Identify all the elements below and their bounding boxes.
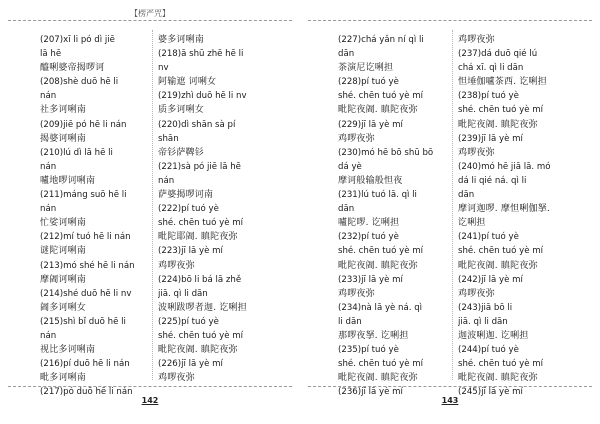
verse-line: (233)jī lā yè mí [338, 274, 403, 285]
verse-line: lā hē [40, 49, 62, 60]
verse-line: 摩诃迦啰. 摩怛唎伽拏. [458, 204, 550, 215]
verse-line: 阇多诃唎女 [40, 302, 87, 313]
verse-line: 讫唎担 [458, 218, 486, 229]
verse-line: 醯唎婆帝揭啰诃 [40, 63, 105, 74]
right-page [300, 0, 600, 424]
verse-line: (217)pó duō hē li nán [40, 387, 133, 398]
text-column-left [338, 33, 454, 399]
verse-line: shé. chēn tuó yè mí [338, 246, 423, 257]
verse-line: 毗陀夜阇. 瞋陀夜弥 [458, 373, 538, 384]
verse-line: 摩阇诃唎南 [40, 274, 87, 285]
verse-line: (240)mó hē jiā lā. mó [458, 161, 551, 172]
verse-line: (221)sà pó jiē lā hē [158, 161, 241, 172]
verse-line: (214)shé duō hē li nv [40, 288, 132, 299]
verse-line: (211)máng suō hē li [40, 190, 127, 201]
verse-line: (228)pí tuó yè [338, 77, 399, 88]
verse-line: 茶演尼讫唎担 [338, 63, 394, 74]
verse-line: (207)xī li pó dì jiē [40, 35, 115, 45]
verse-line: (213)mó shé hē li nán [40, 260, 135, 271]
verse-line: 毗陀夜阇. 瞋陀夜弥 [338, 260, 418, 271]
verse-line: (223)jī lā yè mí [158, 246, 223, 257]
page-number: 143 [441, 396, 459, 405]
verse-line: (227)chá yǎn ní qì li [338, 35, 424, 45]
verse-line: (245)jī lā yè mí [458, 387, 523, 398]
page-number: 142 [141, 396, 159, 405]
verse-line: 鸡啰夜弥 [338, 133, 375, 144]
verse-line: jiā. qì li dān [458, 316, 508, 327]
verse-line: (208)shè duō hē li [40, 77, 119, 88]
verse-line: li dān [338, 316, 362, 327]
verse-line: dān [338, 49, 355, 60]
verse-line: 质多诃唎女 [158, 105, 205, 116]
verse-line: nán [40, 330, 57, 341]
verse-line: nán [158, 175, 175, 186]
column-divider [152, 30, 153, 380]
verse-line: (238)pí tuó yè [458, 91, 519, 102]
verse-line: (232)pí tuó yè [338, 232, 399, 243]
verse-line: 毗陀夜阇. 瞋陀夜弥 [458, 119, 538, 130]
verse-line: (224)bō li bá lā zhě [158, 274, 242, 285]
verse-line: 鸡啰夜弥 [458, 288, 495, 299]
verse-line: 社多诃唎南 [40, 105, 87, 116]
header-rule [308, 20, 592, 21]
verse-line: dá yè [338, 161, 362, 172]
verse-line: chá xī. qì li dān [458, 63, 524, 74]
verse-line: nán [40, 91, 57, 102]
verse-line: (237)dá duō qié lú [458, 49, 538, 60]
verse-line: (210)lú dì lā hē li [40, 147, 113, 158]
verse-line: jiā. qì li dān [158, 288, 208, 299]
verse-line: nán [40, 204, 57, 215]
verse-line: (225)pí tuó yè [158, 316, 219, 327]
verse-line: (234)nà lā yè ná. qì [338, 302, 423, 313]
verse-line: 谜陀诃唎南 [40, 246, 87, 257]
verse-line: (222)pí tuó yè [158, 204, 219, 215]
verse-line: 嚧地啰诃唎南 [40, 175, 96, 186]
verse-line: (220)dì shān sà pí [158, 119, 236, 130]
verse-line: 忙娑诃唎南 [40, 218, 87, 229]
verse-line: shé. chēn tuó yè mí [158, 330, 243, 341]
verse-line: (235)pí tuó yè [338, 345, 399, 356]
verse-line: shé. chēn tuó yè mí [458, 246, 543, 257]
verse-line: (242)jī lā yè mí [458, 274, 523, 285]
verse-line: nán [40, 161, 57, 172]
verse-line: (231)lú tuó lā. qì li [338, 190, 417, 201]
verse-line: (219)zhì duō hē li nv [158, 91, 247, 102]
verse-line: 婆多诃唎南 [158, 35, 205, 45]
verse-line: shé. chēn tuó yè mí [338, 359, 423, 370]
verse-line: (226)jī lā yè mí [158, 359, 223, 370]
verse-line: shé. chēn tuó yè mí [158, 218, 243, 229]
verse-line: (212)mí tuó hē li nán [40, 232, 131, 243]
verse-line: 鸡啰夜弥 [158, 260, 195, 271]
verse-line: (243)jiā bō li [458, 302, 513, 313]
verse-line: dān [338, 204, 355, 215]
verse-line: 揭婆诃唎南 [40, 133, 87, 144]
verse-line: shé. chēn tuó yè mí [458, 359, 543, 370]
text-column-left [40, 33, 156, 399]
verse-line: nv [158, 63, 169, 74]
text-column-right [158, 33, 274, 385]
verse-line: 毗陀夜阇. 瞋陀夜弥 [458, 260, 538, 271]
verse-line: (236)jī lā yè mí [338, 387, 403, 398]
text-column-right [458, 33, 574, 399]
verse-line: 怛埵伽嚧茶西. 讫唎担 [458, 77, 547, 88]
verse-line: 鸡啰夜弥 [338, 288, 375, 299]
verse-line: 那啰夜拏. 讫唎担 [338, 330, 409, 341]
verse-line: 萨婆揭啰诃南 [158, 190, 214, 201]
verse-line: 毗陀夜阇. 瞋陀夜弥 [338, 105, 418, 116]
verse-line: (229)jī lā yè mí [338, 119, 403, 130]
verse-line: 毗陀夜阇. 瞋陀夜弥 [338, 373, 418, 384]
verse-line: 嚧陀啰. 讫唎担 [338, 218, 400, 229]
verse-line: 鸡啰夜弥 [458, 147, 495, 158]
verse-line: (244)pí tuó yè [458, 345, 519, 356]
verse-line: 视比多诃唎南 [40, 345, 96, 356]
column-divider [452, 30, 453, 380]
footer-rule [308, 386, 592, 387]
verse-line: 摩诃般输般怛夜 [338, 175, 403, 186]
verse-line: shé. chēn tuó yè mí [338, 91, 423, 102]
verse-line: dān [458, 190, 475, 201]
verse-line: 迦波唎迦. 讫唎担 [458, 330, 529, 341]
verse-line: (215)shì bǐ duō hē li [40, 316, 126, 327]
footer-rule [8, 386, 292, 387]
running-header: 【楞严咒】 [130, 9, 170, 18]
verse-line: 帝钐萨鞞钐 [158, 147, 205, 158]
verse-line: (239)jī lā yè mí [458, 133, 523, 144]
verse-line: 毗陀耶阇. 瞋陀夜弥 [158, 232, 238, 243]
verse-line: dá li qié ná. qì li [458, 175, 527, 186]
verse-line: (230)mó hē bō shū bō [338, 147, 434, 158]
verse-line: (218)ā shū zhē hē li [158, 49, 244, 60]
verse-line: 波唎跋啰者迦. 讫唎担 [158, 302, 247, 313]
header-rule [8, 20, 292, 21]
verse-line: (241)pí tuó yè [458, 232, 519, 243]
verse-line: (209)jiē pó hē li nán [40, 119, 127, 130]
verse-line: 鸡啰夜弥 [458, 35, 495, 45]
verse-line: 阿输遮 诃唎女 [158, 77, 217, 88]
verse-line: shān [158, 133, 179, 144]
verse-line: shé. chēn tuó yè mí [458, 105, 543, 116]
verse-line: 毗陀夜阇. 瞋陀夜弥 [158, 345, 238, 356]
verse-line: 毗多诃唎南 [40, 373, 87, 384]
verse-line: 鸡啰夜弥 [158, 373, 195, 384]
verse-line: (216)pí duō hē li nán [40, 359, 130, 370]
